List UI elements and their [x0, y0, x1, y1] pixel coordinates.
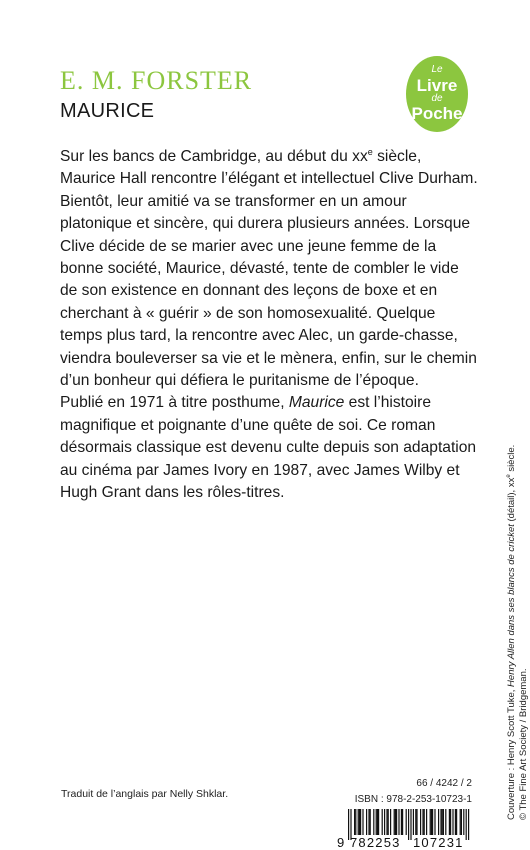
barcode-bar	[382, 809, 383, 835]
logo-text-livre: Livre	[416, 76, 458, 95]
barcode-bar	[420, 809, 421, 835]
barcode-bar	[355, 809, 356, 835]
barcode-bar	[450, 809, 451, 835]
cover-credit	[506, 445, 530, 820]
barcode-bar	[456, 809, 457, 835]
book-title: MAURICE	[60, 100, 155, 122]
barcode-bar	[358, 809, 359, 835]
cover-credit-line-2: © The Fine Art Society / Bridgeman.	[518, 668, 529, 820]
translator-credit: Traduit de l’anglais par Nelly Shklar.	[61, 788, 229, 800]
barcode-bar	[362, 809, 363, 835]
barcode-bar	[415, 809, 416, 835]
barcode-right-digits: 107231	[413, 835, 464, 850]
barcode-bar	[398, 809, 399, 835]
barcode-bar	[396, 809, 397, 835]
barcode-bar	[360, 809, 361, 835]
barcode-bar	[432, 809, 433, 835]
logo-text-le: Le	[431, 64, 443, 75]
barcode-bar	[366, 809, 367, 835]
barcode-bar	[354, 809, 355, 835]
barcode-bar	[416, 809, 417, 835]
barcode-bar	[378, 809, 379, 835]
barcode-bar	[455, 809, 456, 835]
logo-text-poche: Poche	[411, 104, 463, 123]
barcode-bar	[466, 809, 467, 840]
barcode-bar	[442, 809, 443, 835]
barcode-bar	[402, 809, 403, 835]
barcode-bar	[463, 809, 464, 835]
cover-credit-line-1: Couverture : Henry Scott Tuke, Henry Allen dans ses blancs de cricket (détail), $xx^e$ siècle.	[505, 444, 517, 820]
barcode-bar	[460, 809, 461, 835]
barcode-bar	[431, 809, 432, 835]
barcode-bar	[386, 809, 387, 835]
barcode-bar	[377, 809, 378, 835]
barcode-bar	[443, 809, 444, 835]
barcode-first-digit: 9	[337, 835, 345, 850]
barcode-bar	[430, 809, 431, 835]
barcode-bar	[384, 809, 385, 835]
author-name: E. M. FORSTER	[60, 66, 253, 95]
isbn-number: ISBN : 978-2-253-10723-1	[354, 794, 472, 805]
barcode-bar	[408, 809, 409, 840]
barcode-bar	[461, 809, 462, 835]
barcode-bar	[445, 809, 446, 835]
isbn-barcode	[336, 809, 476, 849]
barcode-bar	[359, 809, 360, 835]
barcode-bar	[395, 809, 396, 835]
barcode-bar	[401, 809, 402, 835]
barcode-bar	[368, 809, 369, 835]
barcode-bar	[468, 809, 469, 840]
back-cover-summary	[60, 146, 480, 505]
barcode-bar	[390, 809, 391, 835]
logo-text-de: de	[431, 93, 443, 104]
barcode-bar	[373, 809, 374, 835]
barcode-bar	[449, 809, 450, 835]
barcode-bar	[370, 809, 371, 835]
barcode-bar	[424, 809, 425, 835]
barcode-bar	[422, 809, 423, 835]
barcode-bar	[413, 809, 414, 835]
summary-paragraph-2: Publié en 1971 à titre posthume, Maurice est l’histoire magnifique et poignante d’une quête de soi. Ce roman désormais classique est devenu culte depuis son adaptation au cinéma par James Ivory en 1987, avec James Wilby et Hugh Grant dans les rôles-titres.	[60, 394, 477, 502]
barcode-bar	[438, 809, 439, 835]
barcode-bar	[426, 809, 427, 835]
summary-paragraph-1: Sur les bancs de Cambridge, au début du $xx^e$ siècle, Maurice Hall rencontre l’élégant et intellectuel Clive Durham. Bientôt, leur amitié va se transformer en un amour platonique et sincère, qui durera plusieurs années. Lorsque Clive décide de se marier avec une jeune femme de la bonne société, Maurice, dévasté, tente de combler le vide de son existence en donnant des leçons de boxe et en cherchant à « guérir » de son homosexualité. Quelque temps plus tard, la rencontre avec Alec, un garde-chasse, viendra bouleverser sa vie et le mènera, enfin, sur le chemin d’un bonheur qui défiera le puritanisme de l’époque.	[60, 146, 478, 390]
barcode-bar	[410, 809, 411, 840]
barcode-bar	[376, 809, 377, 835]
barcode-bar	[440, 809, 441, 835]
barcode-bar	[434, 809, 435, 835]
catalog-code: 66 / 4242 / 2	[416, 778, 472, 789]
barcode-bar	[406, 809, 407, 835]
barcode-left-digits: 782253	[350, 835, 401, 850]
barcode-bar	[394, 809, 395, 835]
publisher-logo	[406, 56, 468, 132]
barcode-bar	[452, 809, 453, 835]
barcode-bar	[388, 809, 389, 835]
